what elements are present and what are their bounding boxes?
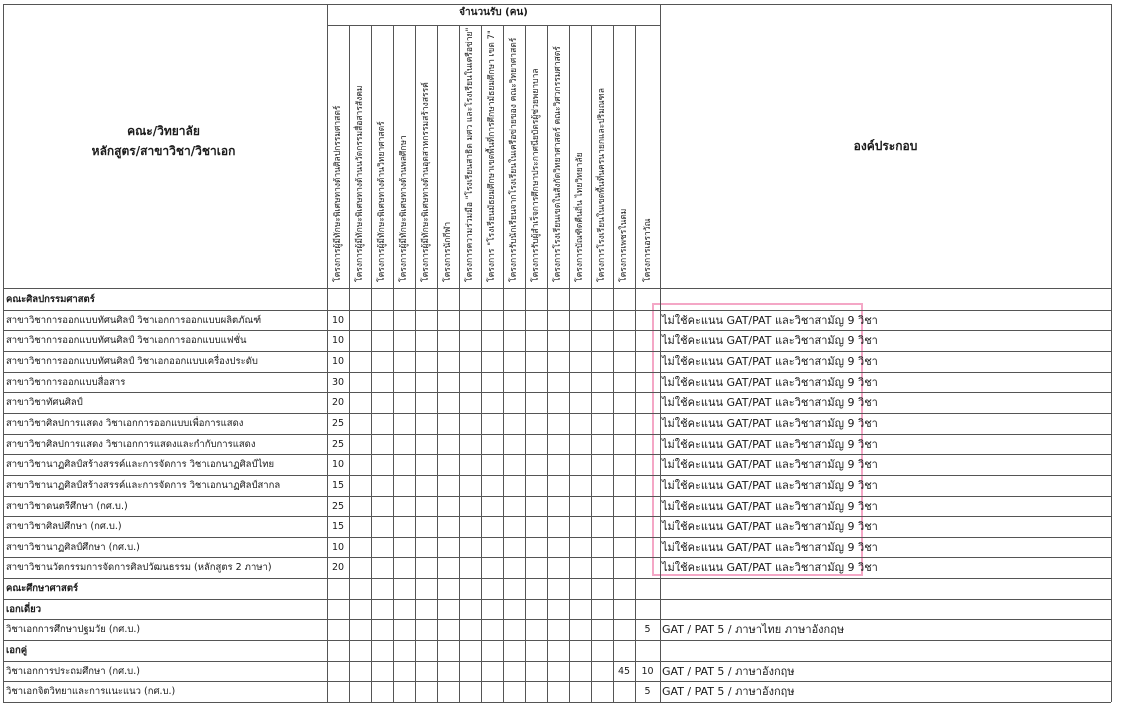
row-label: คณะศึกษาศาสตร์	[6, 583, 79, 595]
component-text: ไม่ใช้คะแนน GAT/PAT และวิชาสามัญ 9 วิชา	[662, 540, 878, 554]
project-header: โครงการ "โรงเรียนมัธยมศึกษาเขตพื้นที่การศึกษามัธยมศึกษา เขต 7"	[487, 30, 497, 282]
quota-value: 15	[331, 521, 345, 533]
quota-value: 10	[331, 314, 345, 326]
row-line	[3, 640, 1111, 641]
component-text: ไม่ใช้คะแนน GAT/PAT และวิชาสามัญ 9 วิชา	[662, 458, 878, 472]
row-label: สาขาวิชานาฏศิลป์ศึกษา (กศ.บ.)	[6, 541, 140, 553]
row-label: วิชาเอกการประถมศึกษา (กศ.บ.)	[6, 665, 140, 677]
table-border-left	[3, 4, 4, 702]
header-bottom-line	[3, 288, 1111, 289]
row-label: สาขาวิชาศิลปการแสดง วิชาเอกการแสดงและกำกับการแสดง	[6, 438, 256, 450]
row-line	[3, 599, 1111, 600]
faculty-heading: คณะ/วิทยาลัย	[127, 124, 200, 138]
quota-value: 20	[331, 397, 345, 409]
quota-group-heading: จำนวนรับ (คน)	[459, 7, 528, 18]
row-label: เอกคู่	[6, 645, 28, 657]
component-text: ไม่ใช้คะแนน GAT/PAT และวิชาสามัญ 9 วิชา	[662, 416, 878, 430]
project-header: โครงการเอราวัณ	[642, 218, 653, 282]
quota-value: 30	[331, 376, 345, 388]
quota-value: 20	[331, 562, 345, 574]
row-label: สาขาวิชาการออกแบบสื่อสาร	[6, 376, 126, 388]
component-text: ไม่ใช้คะแนน GAT/PAT และวิชาสามัญ 9 วิชา	[662, 354, 878, 368]
project-header: โครงการผู้มีทักษะพิเศษทางด้านนวัตกรรมสื่อสารสังคม	[355, 85, 365, 282]
column-line	[613, 25, 614, 702]
row-label: สาขาวิชานาฏศิลป์สร้างสรรค์และการจัดการ วิชาเอกนาฏศิลป์สากล	[6, 479, 281, 491]
component-text: GAT / PAT 5 / ภาษาไทย ภาษาอังกฤษ	[662, 623, 845, 637]
column-line	[591, 25, 592, 702]
row-label: สาขาวิชาดนตรีศึกษา (กศ.บ.)	[6, 500, 128, 512]
row-line	[3, 372, 1111, 373]
column-line	[371, 25, 372, 702]
project-header: โครงการความร่วมมือ "โรงเรียนสาธิต มศว และโรงเรียนในเครือข่าย"	[465, 27, 475, 282]
components-heading: องค์ประกอบ	[853, 139, 918, 153]
row-line	[3, 392, 1111, 393]
quota-value: 10	[331, 355, 345, 367]
project-header: โครงการนักกีฬา	[443, 221, 453, 282]
project-header: โครงการโรงเรียนเขตในสังกัดวิทยาศาสตร์ คณะวิศวกรรมศาสตร์	[553, 46, 563, 282]
column-line	[437, 25, 438, 702]
column-line	[547, 25, 548, 702]
row-line	[3, 619, 1111, 620]
row-line	[3, 661, 1111, 662]
row-line	[3, 496, 1111, 497]
component-text: GAT / PAT 5 / ภาษาอังกฤษ	[662, 685, 795, 699]
project-header: โครงการผู้มีทักษะพิเศษทางด้านอุตสาหกรรมสร้างสรรค์	[421, 82, 431, 282]
component-text: ไม่ใช้คะแนน GAT/PAT และวิชาสามัญ 9 วิชา	[662, 313, 878, 327]
project-header: โครงการโรงเรียนในเขตพื้นที่นครนายกและปริมณฑล	[597, 88, 607, 282]
column-line	[393, 25, 394, 702]
row-label: สาขาวิชาศิลปการแสดง วิชาเอกการออกแบบเพื่อการแสดง	[6, 417, 244, 429]
project-header: โครงการบัณฑิตคืนถิ่น ไทยวิทยาลัย	[575, 152, 585, 282]
row-line	[3, 537, 1111, 538]
table-border-top	[3, 4, 1111, 5]
row-label: สาขาวิชาการออกแบบทัศนศิลป์ วิชาเอกการออกแบบผลิตภัณฑ์	[6, 314, 262, 326]
row-line	[3, 578, 1111, 579]
column-line	[569, 25, 570, 702]
quota-value: 25	[331, 417, 345, 429]
project-header: โครงการผู้มีทักษะพิเศษทางด้านศิลปกรรมศาสตร์	[333, 105, 343, 282]
component-text: ไม่ใช้คะแนน GAT/PAT และวิชาสามัญ 9 วิชา	[662, 334, 878, 348]
row-label: สาขาวิชาศิลปศึกษา (กศ.บ.)	[6, 521, 122, 533]
quota-value: 10	[331, 335, 345, 347]
quota-value: 25	[331, 500, 345, 512]
project-header: โครงการเพชรในตม	[619, 208, 629, 282]
quota-value: 5	[644, 686, 651, 698]
quota-value: 45	[617, 665, 631, 677]
quota-value: 10	[331, 459, 345, 471]
row-label: สาขาวิชาการออกแบบทัศนศิลป์ วิชาเอกการออกแบบแฟชั่น	[6, 335, 247, 347]
column-line	[503, 25, 504, 702]
row-label: วิชาเอกการศึกษาปฐมวัย (กศ.บ.)	[6, 624, 141, 636]
column-line	[349, 25, 350, 702]
column-line	[660, 4, 661, 702]
program-heading: หลักสูตร/สาขาวิชา/วิชาเอก	[91, 144, 236, 158]
component-text: ไม่ใช้คะแนน GAT/PAT และวิชาสามัญ 9 วิชา	[662, 478, 878, 492]
quota-value: 10	[331, 541, 345, 553]
table-border-right	[1111, 4, 1112, 702]
row-label: คณะศิลปกรรมศาสตร์	[6, 294, 95, 305]
quota-header-line	[327, 25, 660, 26]
row-label: เอกเดี่ยว	[6, 603, 42, 615]
project-header: โครงการรับผู้สำเร็จการศึกษาประกาศนียบัตรผู้ช่วยพยาบาล	[531, 68, 541, 282]
column-line	[635, 25, 636, 702]
component-text: GAT / PAT 5 / ภาษาอังกฤษ	[662, 664, 795, 678]
column-line	[415, 25, 416, 702]
component-text: ไม่ใช้คะแนน GAT/PAT และวิชาสามัญ 9 วิชา	[662, 499, 878, 513]
quota-value: 5	[644, 624, 651, 636]
component-text: ไม่ใช้คะแนน GAT/PAT และวิชาสามัญ 9 วิชา	[662, 437, 878, 451]
row-label: สาขาวิชานาฏศิลป์สร้างสรรค์และการจัดการ วิชาเอกนาฏศิลป์ไทย	[6, 459, 275, 471]
column-line	[459, 25, 460, 702]
row-label: สาขาวิชาการออกแบบทัศนศิลป์ วิชาเอกออกแบบเครื่องประดับ	[6, 355, 258, 367]
quota-value: 25	[331, 438, 345, 450]
component-text: ไม่ใช้คะแนน GAT/PAT และวิชาสามัญ 9 วิชา	[662, 561, 878, 575]
column-line	[327, 4, 328, 702]
row-label: สาขาวิชานวัตกรรมการจัดการศิลปวัฒนธรรม (หลักสูตร 2 ภาษา)	[6, 562, 272, 574]
quota-value: 10	[641, 665, 654, 677]
component-text: ไม่ใช้คะแนน GAT/PAT และวิชาสามัญ 9 วิชา	[662, 396, 878, 410]
column-line	[525, 25, 526, 702]
row-label: สาขาวิชาทัศนศิลป์	[6, 397, 83, 409]
component-text: ไม่ใช้คะแนน GAT/PAT และวิชาสามัญ 9 วิชา	[662, 520, 878, 534]
column-line	[481, 25, 482, 702]
row-label: วิชาเอกจิตวิทยาและการแนะแนว (กศ.บ.)	[6, 686, 176, 698]
project-header: โครงการรับนักเรียนจากโรงเรียนในเครือข่ายของ คณะวิทยาศาสตร์	[509, 37, 519, 282]
quota-value: 15	[331, 479, 345, 491]
component-text: ไม่ใช้คะแนน GAT/PAT และวิชาสามัญ 9 วิชา	[662, 375, 878, 389]
row-line	[3, 702, 1111, 703]
project-header: โครงการผู้มีทักษะพิเศษทางด้านพลศึกษา	[399, 135, 409, 282]
project-header: โครงการผู้มีทักษะพิเศษทางด้านวิทยาศาสตร์	[377, 121, 387, 282]
row-line	[3, 516, 1111, 517]
